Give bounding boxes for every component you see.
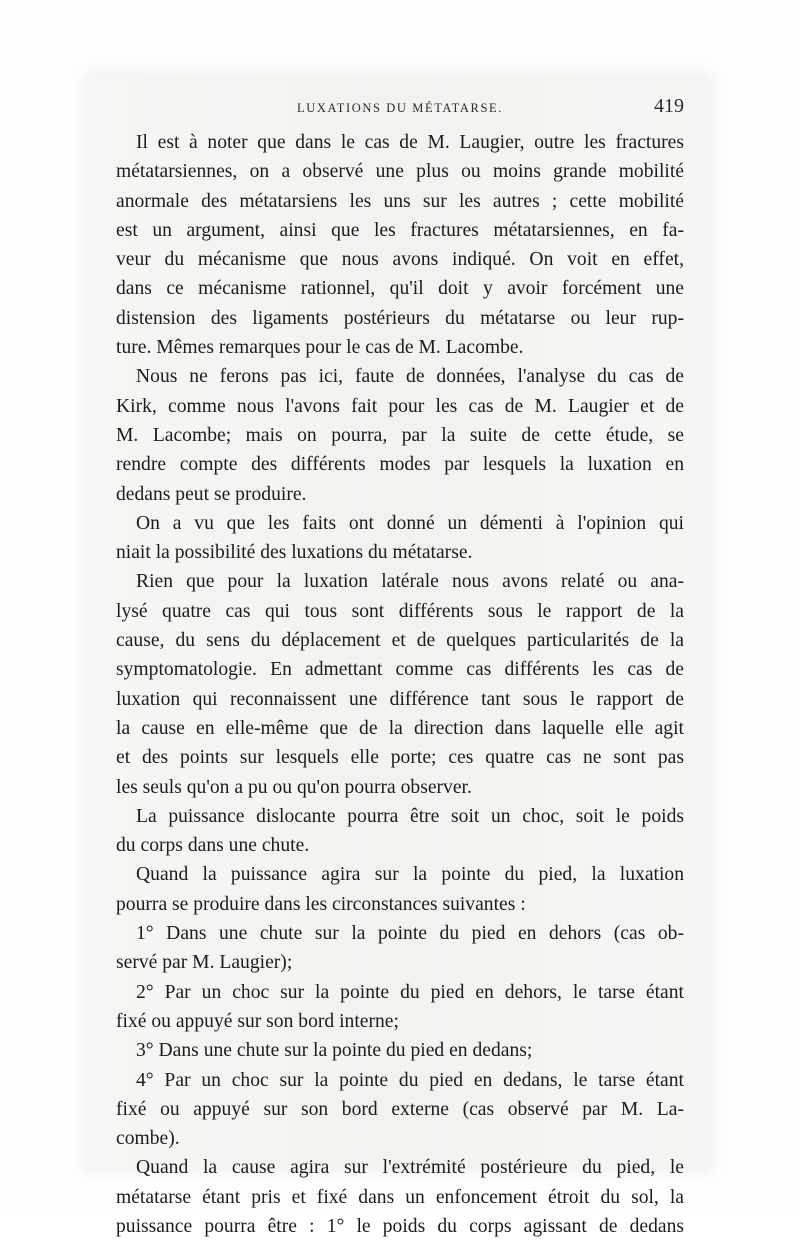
text-line: 3° Dans une chute sur la pointe du pied en dedans;	[136, 1040, 533, 1062]
text-line: M. Lacombe; mais on pourra, par la suite de cette étude, se	[116, 424, 684, 446]
text-line: Quand la puissance agira sur la pointe du pied, la luxation	[136, 864, 684, 886]
text-line: Rien que pour la luxation latérale nous avons relaté ou ana-	[136, 571, 684, 593]
text-line: métatarse étant pris et fixé dans un enfoncement étroit du sol, la	[116, 1186, 684, 1208]
text-line: fixé ou appuyé sur son bord externe (cas observé par M. La-	[116, 1098, 684, 1120]
text-line: métatarsiennes, on a observé une plus ou moins grande mobilité	[116, 161, 684, 183]
text-line: fixé ou appuyé sur son bord interne;	[116, 1010, 399, 1032]
text-line: pourra se produire dans les circonstances suivantes :	[116, 893, 526, 915]
text-line: puissance pourra être : 1° le poids du corps agissant de dedans	[116, 1215, 684, 1237]
text-line: anormale des métatarsiens les uns sur les autres ; cette mobilité	[116, 190, 684, 212]
text-line: ture. Mêmes remarques pour le cas de M. Lacombe.	[116, 337, 524, 359]
text-line: Kirk, comme nous l'avons fait pour les cas de M. Laugier et de	[116, 395, 684, 417]
text-line: la cause en elle-même que de la direction dans laquelle elle agit	[116, 717, 684, 739]
text-line: Nous ne ferons pas ici, faute de données, l'analyse du cas de	[136, 366, 684, 388]
text-line: cause, du sens du déplacement et de quelques particularités de la	[116, 630, 684, 652]
text-line: combe).	[116, 1128, 180, 1150]
text-line: dedans peut se produire.	[116, 483, 307, 505]
text-line: 2° Par un choc sur la pointe du pied en dehors, le tarse étant	[136, 981, 684, 1003]
text-line: 4° Par un choc sur la pointe du pied en dedans, le tarse étant	[136, 1069, 684, 1091]
text-line: est un argument, ainsi que les fractures métatarsiennes, en fa-	[116, 219, 684, 241]
running-title: LUXATIONS DU MÉTATARSE.	[297, 101, 503, 115]
text-line: les seuls qu'on a pu ou qu'on pourra observer.	[116, 776, 472, 798]
body-text	[116, 128, 684, 1241]
text-line: dans ce mécanisme rationnel, qu'il doit y avoir forcément une	[116, 278, 684, 300]
text-line: du corps dans une chute.	[116, 835, 310, 857]
text-line: veur du mécanisme que nous avons indiqué. On voit en effet,	[116, 249, 684, 271]
text-line: servé par M. Laugier);	[116, 952, 293, 974]
text-line: luxation qui reconnaissent une différence tant sous le rapport de	[116, 688, 684, 710]
text-line: La puissance dislocante pourra être soit un choc, soit le poids	[136, 805, 684, 827]
text-line: distension des ligaments postérieurs du métatarse ou leur rup-	[116, 307, 684, 329]
text-line: Quand la cause agira sur l'extrémité postérieure du pied, le	[136, 1157, 684, 1179]
running-header	[116, 95, 684, 121]
text-line: On a vu que les faits ont donné un démenti à l'opinion qui	[136, 512, 684, 534]
text-line: 1° Dans une chute sur la pointe du pied en dehors (cas ob-	[136, 923, 684, 945]
text-line: Il est à noter que dans le cas de M. Laugier, outre les fractures	[136, 132, 684, 153]
page-number: 419	[654, 95, 684, 117]
text-line: symptomatologie. En admettant comme cas différents les cas de	[116, 659, 684, 681]
text-line: et des points sur lesquels elle porte; ces quatre cas ne sont pas	[116, 747, 684, 769]
text-line: niait la possibilité des luxations du métatarse.	[116, 542, 473, 564]
text-line: rendre compte des différents modes par lesquels la luxation en	[116, 454, 684, 476]
text-line: lysé quatre cas qui tous sont différents sous le rapport de la	[116, 600, 684, 622]
